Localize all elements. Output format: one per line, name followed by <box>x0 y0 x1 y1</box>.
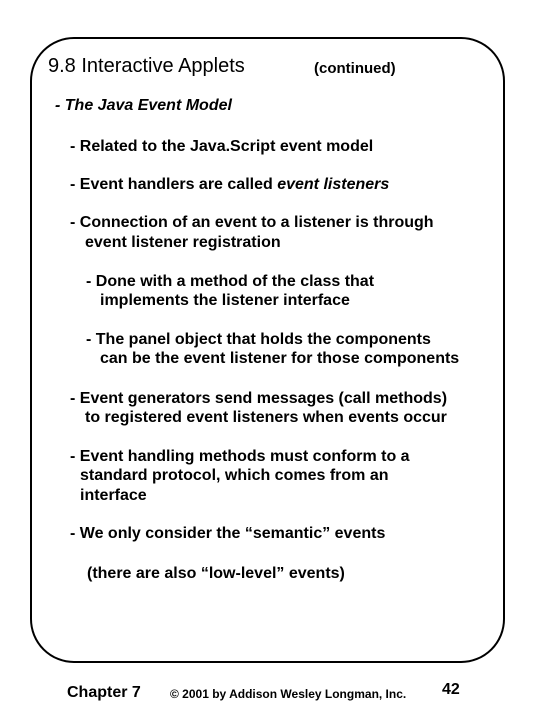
subtitle: - The Java Event Model <box>55 97 232 114</box>
subbullet-method-line2: implements the listener interface <box>100 292 350 309</box>
subbullet-panel-line1: - The panel object that holds the components <box>86 331 431 348</box>
bullet-low-level: (there are also “low-level” events) <box>87 565 345 582</box>
bullet-handling-line1: - Event handling methods must conform to a <box>70 448 410 465</box>
bullet-connection-line2: event listener registration <box>85 234 281 251</box>
bullet-generators-line2: to registered event listeners when events occur <box>85 409 447 426</box>
footer-copyright: © 2001 by Addison Wesley Longman, Inc. <box>170 687 407 701</box>
bullet-connection-line1: - Connection of an event to a listener is through <box>70 214 434 231</box>
bullet-handling-line2: standard protocol, which comes from an <box>80 467 389 484</box>
page-number: 42 <box>442 681 460 698</box>
bullet-event-handlers-text: - Event handlers are called <box>70 176 278 193</box>
bullet-related: - Related to the Java.Script event model <box>70 138 374 155</box>
bullet-handling-line3: interface <box>80 487 147 504</box>
subbullet-method-line1: - Done with a method of the class that <box>86 273 375 290</box>
subbullet-panel-line2: can be the event listener for those components <box>100 350 460 367</box>
bullet-event-handlers <box>70 176 389 194</box>
bullet-generators-line1: - Event generators send messages (call methods) <box>70 390 448 407</box>
bullet-semantic: - We only consider the “semantic” events <box>70 525 386 542</box>
bullet-event-handlers-emphasis: event listeners <box>277 176 390 193</box>
footer-chapter: Chapter 7 <box>67 684 141 701</box>
slide-title-suffix: (continued) <box>314 60 396 77</box>
slide-title: 9.8 Interactive Applets <box>48 55 245 77</box>
